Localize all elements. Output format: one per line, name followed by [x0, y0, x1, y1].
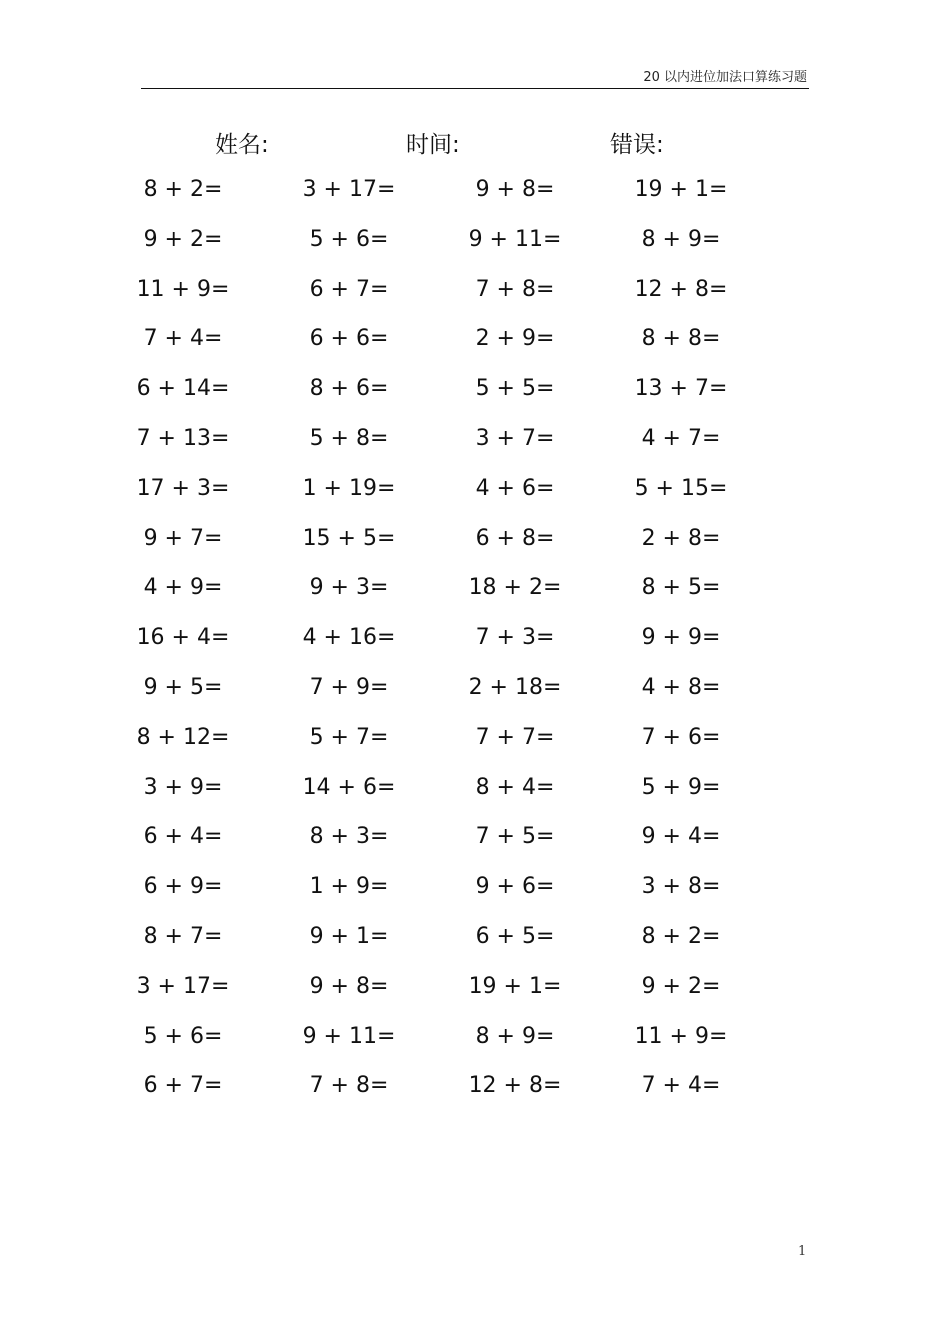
- column-gap: [236, 919, 296, 969]
- addition-problem: 7 + 6=: [641, 724, 721, 750]
- column-gap: [568, 1068, 628, 1118]
- column-gap: [402, 321, 462, 371]
- addition-problem: 5 + 6=: [309, 226, 389, 252]
- addition-problem: 2 + 18=: [468, 674, 562, 700]
- addition-problem: 7 + 4=: [641, 1073, 721, 1099]
- addition-problem: 4 + 16=: [302, 625, 396, 651]
- addition-problem: 6 + 4=: [143, 824, 223, 850]
- addition-problem: 17 + 3=: [136, 475, 230, 501]
- addition-problem: 18 + 2=: [468, 575, 562, 601]
- addition-problem: 8 + 12=: [136, 724, 230, 750]
- addition-problem: 8 + 5=: [641, 575, 721, 601]
- addition-problem: 3 + 7=: [475, 425, 555, 451]
- addition-problem: 11 + 9=: [136, 276, 230, 302]
- addition-problem: 6 + 7=: [309, 276, 389, 302]
- column-gap: [402, 570, 462, 620]
- addition-problem: 4 + 7=: [641, 425, 721, 451]
- column-gap: [236, 869, 296, 919]
- problem-grid: [130, 172, 750, 1118]
- column-gap: [402, 371, 462, 421]
- column-gap: [402, 869, 462, 919]
- addition-problem: 4 + 9=: [143, 575, 223, 601]
- addition-problem: 9 + 9=: [641, 625, 721, 651]
- column-gap: [568, 570, 628, 620]
- column-gap: [568, 720, 628, 770]
- column-gap: [568, 770, 628, 820]
- column-gap: [402, 620, 462, 670]
- column-gap: [236, 371, 296, 421]
- column-gap: [236, 620, 296, 670]
- addition-problem: 14 + 6=: [302, 774, 396, 800]
- addition-problem: 13 + 7=: [634, 376, 728, 402]
- addition-problem: 3 + 9=: [143, 774, 223, 800]
- addition-problem: 3 + 17=: [302, 177, 396, 202]
- addition-problem: 7 + 13=: [136, 425, 230, 451]
- addition-problem: 2 + 9=: [475, 326, 555, 352]
- addition-problem: 9 + 4=: [641, 824, 721, 850]
- addition-problem: 5 + 7=: [309, 724, 389, 750]
- addition-problem: 1 + 19=: [302, 475, 396, 501]
- column-gap: [402, 770, 462, 820]
- addition-problem: 7 + 4=: [143, 326, 223, 352]
- addition-problem: 9 + 11=: [302, 1023, 396, 1049]
- addition-problem: 9 + 1=: [309, 923, 389, 949]
- addition-problem: 9 + 11=: [468, 226, 562, 252]
- column-gap: [402, 521, 462, 571]
- addition-problem: 19 + 1=: [468, 973, 562, 999]
- addition-problem: 5 + 6=: [143, 1023, 223, 1049]
- column-gap: [236, 421, 296, 471]
- addition-problem: 6 + 9=: [143, 874, 223, 900]
- addition-problem: 5 + 9=: [641, 774, 721, 800]
- addition-problem: 9 + 2=: [641, 973, 721, 999]
- addition-problem: 9 + 8=: [309, 973, 389, 999]
- column-gap: [568, 371, 628, 421]
- addition-problem: 8 + 7=: [143, 923, 223, 949]
- document-header-title: 20 以内进位加法口算练习题: [643, 70, 807, 85]
- addition-problem: 6 + 6=: [309, 326, 389, 352]
- column-gap: [402, 1019, 462, 1069]
- column-gap: [236, 321, 296, 371]
- column-gap: [568, 172, 628, 222]
- addition-problem: 8 + 9=: [475, 1023, 555, 1049]
- column-gap: [568, 222, 628, 272]
- column-gap: [568, 919, 628, 969]
- addition-problem: 3 + 8=: [641, 874, 721, 900]
- column-gap: [236, 1068, 296, 1118]
- page-number: 1: [798, 1244, 807, 1259]
- column-gap: [236, 720, 296, 770]
- addition-problem: 4 + 6=: [475, 475, 555, 501]
- column-gap: [568, 1019, 628, 1069]
- column-gap: [568, 969, 628, 1019]
- column-gap: [568, 521, 628, 571]
- column-gap: [236, 1019, 296, 1069]
- column-gap: [402, 421, 462, 471]
- addition-problem: 6 + 7=: [143, 1073, 223, 1099]
- addition-problem: 8 + 2=: [641, 923, 721, 949]
- column-gap: [568, 620, 628, 670]
- addition-problem: 12 + 8=: [634, 276, 728, 302]
- column-gap: [402, 172, 462, 222]
- header-divider: [141, 88, 809, 89]
- addition-problem: 16 + 4=: [136, 625, 230, 651]
- addition-problem: 9 + 7=: [143, 525, 223, 551]
- addition-problem: 6 + 5=: [475, 923, 555, 949]
- addition-problem: 8 + 2=: [143, 177, 223, 202]
- addition-problem: 8 + 8=: [641, 326, 721, 352]
- column-gap: [568, 321, 628, 371]
- addition-problem: 2 + 8=: [641, 525, 721, 551]
- addition-problem: 9 + 6=: [475, 874, 555, 900]
- column-gap: [402, 670, 462, 720]
- column-gap: [402, 272, 462, 322]
- column-gap: [568, 421, 628, 471]
- errors-field-label: 错误:: [610, 132, 664, 158]
- addition-problem: 6 + 8=: [475, 525, 555, 551]
- column-gap: [236, 172, 296, 222]
- addition-problem: 7 + 9=: [309, 674, 389, 700]
- addition-problem: 6 + 14=: [136, 376, 230, 402]
- addition-problem: 8 + 3=: [309, 824, 389, 850]
- addition-problem: 7 + 5=: [475, 824, 555, 850]
- addition-problem: 5 + 8=: [309, 425, 389, 451]
- addition-problem: 7 + 3=: [475, 625, 555, 651]
- column-gap: [568, 670, 628, 720]
- addition-problem: 5 + 5=: [475, 376, 555, 402]
- addition-problem: 7 + 8=: [475, 276, 555, 302]
- column-gap: [236, 521, 296, 571]
- addition-problem: 8 + 4=: [475, 774, 555, 800]
- time-field-label: 时间:: [406, 132, 460, 158]
- column-gap: [402, 969, 462, 1019]
- column-gap: [402, 720, 462, 770]
- column-gap: [568, 471, 628, 521]
- column-gap: [568, 869, 628, 919]
- addition-problem: 19 + 1=: [634, 177, 728, 202]
- addition-problem: 7 + 8=: [309, 1073, 389, 1099]
- column-gap: [236, 819, 296, 869]
- column-gap: [236, 471, 296, 521]
- addition-problem: 1 + 9=: [309, 874, 389, 900]
- column-gap: [402, 819, 462, 869]
- addition-problem: 9 + 8=: [475, 177, 555, 202]
- addition-problem: 7 + 7=: [475, 724, 555, 750]
- column-gap: [236, 670, 296, 720]
- column-gap: [402, 471, 462, 521]
- column-gap: [236, 222, 296, 272]
- column-gap: [402, 1068, 462, 1118]
- column-gap: [568, 272, 628, 322]
- addition-problem: 5 + 15=: [634, 475, 728, 501]
- addition-problem: 8 + 6=: [309, 376, 389, 402]
- addition-problem: 4 + 8=: [641, 674, 721, 700]
- column-gap: [236, 272, 296, 322]
- addition-problem: 11 + 9=: [634, 1023, 728, 1049]
- addition-problem: 12 + 8=: [468, 1073, 562, 1099]
- addition-problem: 3 + 17=: [136, 973, 230, 999]
- addition-problem: 8 + 9=: [641, 226, 721, 252]
- name-field-label: 姓名:: [215, 132, 269, 158]
- column-gap: [402, 919, 462, 969]
- column-gap: [402, 222, 462, 272]
- column-gap: [236, 969, 296, 1019]
- addition-problem: 9 + 2=: [143, 226, 223, 252]
- column-gap: [236, 570, 296, 620]
- addition-problem: 9 + 3=: [309, 575, 389, 601]
- addition-problem: 15 + 5=: [302, 525, 396, 551]
- addition-problem: 9 + 5=: [143, 674, 223, 700]
- column-gap: [568, 819, 628, 869]
- column-gap: [236, 770, 296, 820]
